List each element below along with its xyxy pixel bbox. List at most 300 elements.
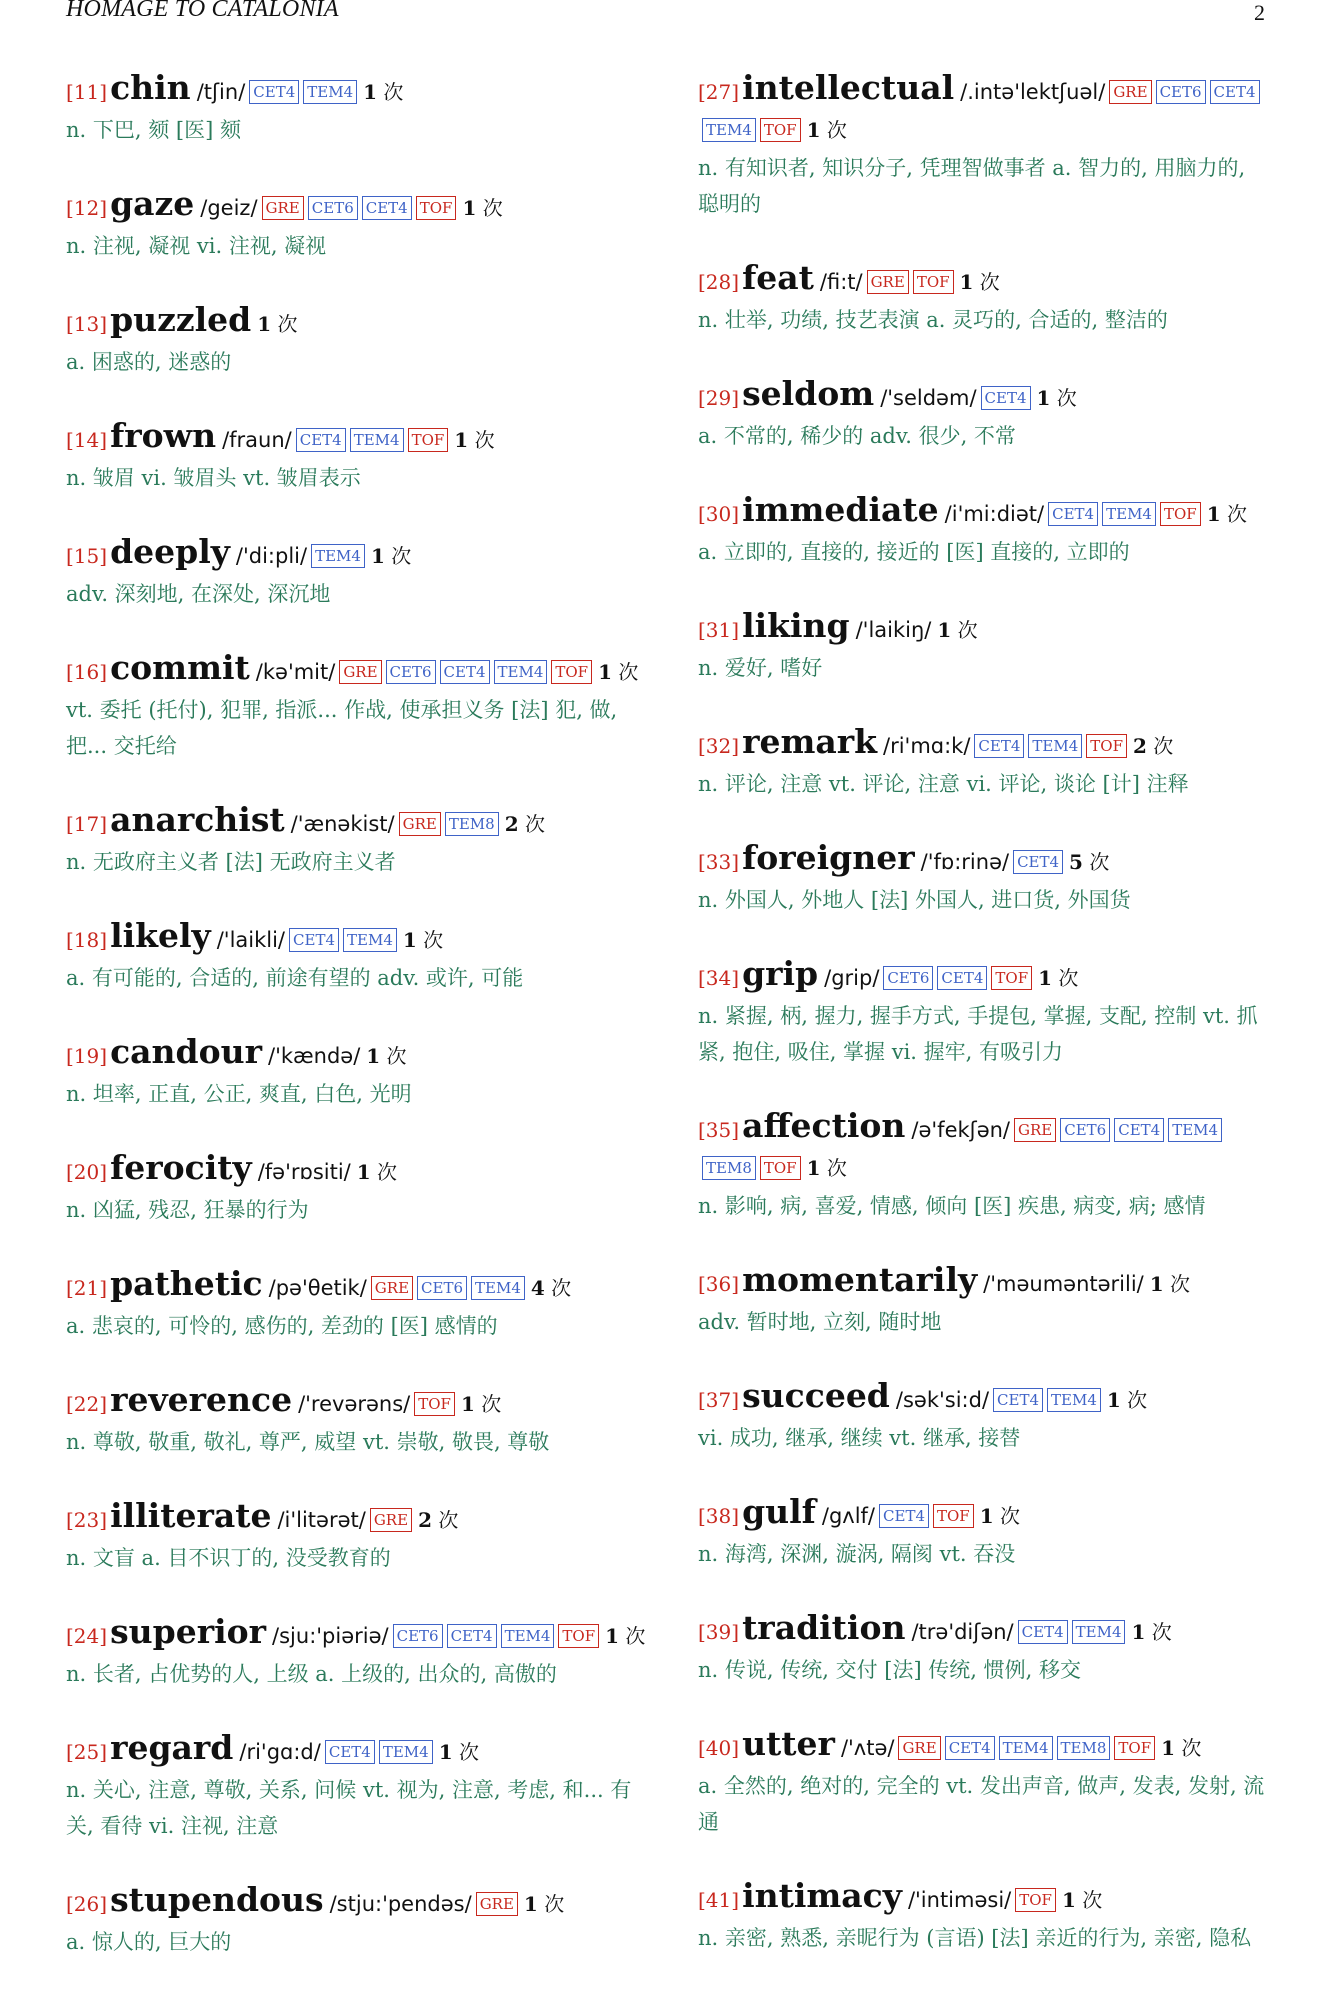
occurrence-count: 1 次 <box>1061 1888 1103 1912</box>
entry-head <box>66 918 646 960</box>
vocab-entry <box>66 802 646 880</box>
entry-head <box>698 1108 1272 1188</box>
entry-definition: a. 惊人的, 巨大的 <box>66 1930 232 1954</box>
entry-phonetic: /kə'mit/ <box>255 660 336 684</box>
entry-head <box>66 302 646 344</box>
entry-phonetic: /'laikli/ <box>216 928 286 952</box>
vocab-entry <box>698 1378 1272 1456</box>
occurrence-count: 4 次 <box>530 1276 572 1300</box>
entry-word: superior <box>110 1612 267 1651</box>
vocab-entry <box>698 1494 1272 1572</box>
entry-word: candour <box>110 1032 262 1071</box>
occurrence-count: 1 次 <box>1106 1388 1148 1412</box>
entry-word: ferocity <box>110 1148 252 1187</box>
vocab-entry <box>66 918 646 996</box>
entry-definition: a. 困惑的, 迷惑的 <box>66 350 232 374</box>
entry-index: [34] <box>698 966 740 990</box>
exam-tag-tem8: TEM8 <box>445 812 499 836</box>
occurrence-count: 1 次 <box>1036 386 1077 410</box>
entry-word: anarchist <box>110 800 285 839</box>
entry-phonetic: /'intiməsi/ <box>907 1888 1012 1912</box>
vocab-entry <box>698 840 1272 918</box>
exam-tag-cet4: CET4 <box>1013 850 1063 874</box>
entry-word: intimacy <box>742 1876 902 1915</box>
entry-phonetic: /'seldəm/ <box>880 386 977 410</box>
entry-definition: n. 亲密, 熟悉, 亲昵行为 (言语) [法] 亲近的行为, 亲密, 隐私 <box>698 1926 1252 1950</box>
count-number: 1 <box>257 312 272 336</box>
vocab-entry <box>698 1108 1272 1224</box>
exam-tag-tof: TOF <box>760 118 801 142</box>
count-number: 1 <box>438 1740 453 1764</box>
vocab-entry <box>66 1266 646 1344</box>
exam-tag-tof: TOF <box>1086 734 1127 758</box>
vocab-entry <box>66 1882 646 1960</box>
vocab-entry <box>66 418 646 496</box>
exam-tag-cet4: CET4 <box>993 1388 1043 1412</box>
exam-tag-cet4: CET4 <box>879 1504 929 1528</box>
count-number: 1 <box>937 618 952 642</box>
entry-head <box>698 1726 1272 1768</box>
entry-phonetic: /ri'gɑ:d/ <box>239 1740 321 1764</box>
entry-head <box>698 1610 1272 1652</box>
entry-phonetic: /'kændə/ <box>268 1044 361 1068</box>
exam-tag-gre: GRE <box>370 1508 412 1532</box>
entry-index: [15] <box>66 544 108 568</box>
exam-tag-gre: GRE <box>262 196 304 220</box>
exam-tag-cet4: CET4 <box>1114 1118 1164 1142</box>
occurrence-count: 5 次 <box>1069 850 1110 874</box>
vocab-entry <box>66 1382 646 1460</box>
entry-head <box>66 186 646 228</box>
vocab-entry <box>698 1262 1272 1340</box>
exam-tag-cet4: CET4 <box>1048 502 1098 526</box>
count-number: 1 <box>370 544 385 568</box>
entry-head <box>698 1262 1272 1304</box>
count-number: 1 <box>454 428 469 452</box>
entry-phonetic: /'revərəns/ <box>298 1392 411 1416</box>
entry-index: [40] <box>698 1736 740 1760</box>
entry-phonetic: /gʌlf/ <box>821 1504 876 1528</box>
entry-head <box>698 70 1272 150</box>
exam-tag-gre: GRE <box>339 660 381 684</box>
entry-phonetic: /'ʌtə/ <box>840 1736 895 1760</box>
vocab-entry <box>66 650 646 764</box>
entry-index: [19] <box>66 1044 108 1068</box>
exam-tag-tof: TOF <box>1160 502 1201 526</box>
exam-tag-gre: GRE <box>371 1276 413 1300</box>
exam-tag-tem4: TEM4 <box>999 1736 1053 1760</box>
entry-word: pathetic <box>110 1264 263 1303</box>
entry-definition: n. 皱眉 vi. 皱眉头 vt. 皱眉表示 <box>66 466 361 490</box>
count-number: 1 <box>1061 1888 1076 1912</box>
entry-definition: n. 外国人, 外地人 [法] 外国人, 进口货, 外国货 <box>698 888 1131 912</box>
entry-head <box>698 724 1272 766</box>
exam-tag-gre: GRE <box>1014 1118 1056 1142</box>
entry-phonetic: /'laikiŋ/ <box>855 618 932 642</box>
exam-tag-cet4: CET4 <box>981 386 1031 410</box>
exam-tag-tem4: TEM4 <box>471 1276 525 1300</box>
entry-head <box>66 70 646 112</box>
entry-head <box>66 534 646 576</box>
entry-word: seldom <box>742 374 875 413</box>
entry-definition: n. 影响, 病, 喜爱, 情感, 倾向 [医] 疾患, 病变, 病; 感情 <box>698 1194 1206 1218</box>
occurrence-count: 1 次 <box>1038 966 1079 990</box>
exam-tag-tof: TOF <box>913 270 954 294</box>
count-number: 1 <box>605 1624 620 1648</box>
entry-word: affection <box>742 1106 906 1145</box>
exam-tag-tof: TOF <box>991 966 1032 990</box>
entry-phonetic: /.intə'lektʃuəl/ <box>960 80 1106 104</box>
entry-head <box>698 608 1272 650</box>
count-number: 1 <box>402 928 417 952</box>
entry-word: feat <box>742 258 814 297</box>
count-number: 1 <box>1131 1620 1146 1644</box>
occurrence-count: 1 次 <box>454 428 495 452</box>
count-number: 1 <box>363 80 378 104</box>
count-number: 5 <box>1069 850 1083 874</box>
occurrence-count: 1 次 <box>605 1624 646 1648</box>
entry-definition: vi. 成功, 继承, 继续 vt. 继承, 接替 <box>698 1426 1021 1450</box>
entry-phonetic: /'məuməntərili/ <box>983 1272 1144 1296</box>
exam-tag-gre: GRE <box>1109 80 1151 104</box>
occurrence-count: 1 次 <box>356 1160 398 1184</box>
entry-word: liking <box>742 606 850 645</box>
exam-tag-cet4: CET4 <box>289 928 339 952</box>
entry-phonetic: /sju:'piəriə/ <box>272 1624 389 1648</box>
entry-index: [41] <box>698 1888 740 1912</box>
vocab-entry <box>698 608 1272 686</box>
entry-definition: vt. 委托 (托付), 犯罪, 指派... 作战, 使承担义务 [法] 犯, 做, 把... 交托给 <box>66 698 618 758</box>
entry-definition: adv. 暂时地, 立刻, 随时地 <box>698 1310 942 1334</box>
entry-phonetic: /i'litərət/ <box>277 1508 366 1532</box>
exam-tag-cet4: CET4 <box>1210 80 1260 104</box>
exam-tag-cet6: CET6 <box>417 1276 467 1300</box>
entry-word: tradition <box>742 1608 906 1647</box>
entry-word: frown <box>110 416 217 455</box>
entry-head <box>66 1614 646 1656</box>
exam-tag-tem4: TEM4 <box>494 660 548 684</box>
entry-definition: a. 立即的, 直接的, 接近的 [医] 直接的, 立即的 <box>698 540 1130 564</box>
entry-word: foreigner <box>742 838 915 877</box>
entry-head <box>698 956 1272 998</box>
exam-tag-cet4: CET4 <box>937 966 987 990</box>
exam-tag-gre: GRE <box>898 1736 940 1760</box>
entry-head <box>698 1378 1272 1420</box>
exam-tag-tof: TOF <box>414 1392 455 1416</box>
occurrence-count: 1 次 <box>959 270 1000 294</box>
entry-index: [22] <box>66 1392 108 1416</box>
exam-tag-cet4: CET4 <box>945 1736 995 1760</box>
count-number: 1 <box>460 1392 475 1416</box>
entry-phonetic: /fə'rɒsiti/ <box>257 1160 351 1184</box>
exam-tag-tem4: TEM4 <box>501 1624 555 1648</box>
occurrence-count: 1 次 <box>937 618 978 642</box>
exam-tag-gre: GRE <box>476 1892 518 1916</box>
exam-tag-cet4: CET4 <box>325 1740 375 1764</box>
count-number: 1 <box>959 270 974 294</box>
entry-head <box>698 1494 1272 1536</box>
entry-definition: a. 悲哀的, 可怜的, 感伤的, 差劲的 [医] 感情的 <box>66 1314 498 1338</box>
entry-word: reverence <box>110 1380 293 1419</box>
entry-index: [17] <box>66 812 108 836</box>
exam-tag-cet6: CET6 <box>1156 80 1206 104</box>
entry-word: succeed <box>742 1376 890 1415</box>
entry-head <box>66 1882 646 1924</box>
entry-head <box>66 1382 646 1424</box>
entry-head <box>698 260 1272 302</box>
entry-phonetic: /trə'diʃən/ <box>911 1620 1014 1644</box>
entry-phonetic: /fraun/ <box>222 428 292 452</box>
entry-definition: n. 长者, 占优势的人, 上级 a. 上级的, 出众的, 高傲的 <box>66 1662 557 1686</box>
exam-tag-cet4: CET4 <box>362 196 412 220</box>
occurrence-count: 1 次 <box>1131 1620 1172 1644</box>
occurrence-count: 1 次 <box>598 660 639 684</box>
occurrence-count: 2 次 <box>1132 734 1174 758</box>
count-number: 1 <box>1038 966 1053 990</box>
vocab-entry <box>66 1730 646 1844</box>
entry-index: [27] <box>698 80 740 104</box>
exam-tag-cet6: CET6 <box>393 1624 443 1648</box>
entry-word: utter <box>742 1724 835 1763</box>
entry-index: [14] <box>66 428 108 452</box>
exam-tag-tem4: TEM4 <box>303 80 357 104</box>
entry-phonetic: /'di:pli/ <box>235 544 308 568</box>
entry-word: intellectual <box>742 68 955 107</box>
occurrence-count: 1 次 <box>1206 502 1247 526</box>
exam-tag-cet6: CET6 <box>883 966 933 990</box>
entry-index: [29] <box>698 386 740 410</box>
right-column <box>698 70 1272 1994</box>
occurrence-count: 2 次 <box>418 1508 459 1532</box>
entry-head <box>66 650 646 692</box>
count-number: 1 <box>806 118 821 142</box>
count-number: 1 <box>979 1504 994 1528</box>
occurrence-count: 1 次 <box>370 544 412 568</box>
exam-tag-tem8: TEM8 <box>1057 1736 1111 1760</box>
vocab-entry <box>66 302 646 380</box>
entry-definition: n. 有知识者, 知识分子, 凭理智做事者 a. 智力的, 用脑力的, 聪明的 <box>698 156 1246 216</box>
occurrence-count: 1 次 <box>462 196 503 220</box>
exam-tag-cet4: CET4 <box>974 734 1024 758</box>
entry-definition: n. 下巴, 颏 [医] 颏 <box>66 118 241 142</box>
count-number: 2 <box>1132 734 1147 758</box>
count-number: 2 <box>418 1508 432 1532</box>
exam-tag-tof: TOF <box>416 196 457 220</box>
entry-index: [23] <box>66 1508 108 1532</box>
entry-definition: n. 传说, 传统, 交付 [法] 传统, 惯例, 移交 <box>698 1658 1082 1682</box>
entry-word: puzzled <box>110 300 252 339</box>
exam-tag-gre: GRE <box>399 812 441 836</box>
entry-index: [26] <box>66 1892 108 1916</box>
entry-index: [35] <box>698 1118 740 1142</box>
entry-word: gulf <box>742 1492 816 1531</box>
entry-phonetic: /ri'mɑ:k/ <box>883 734 971 758</box>
exam-tag-tem4: TEM4 <box>311 544 365 568</box>
exam-tag-tof: TOF <box>1114 1736 1155 1760</box>
entry-word: remark <box>742 722 877 761</box>
entry-definition: n. 评论, 注意 vt. 评论, 注意 vi. 评论, 谈论 [计] 注释 <box>698 772 1189 796</box>
entry-definition: a. 不常的, 稀少的 adv. 很少, 不常 <box>698 424 1016 448</box>
count-number: 1 <box>356 1160 371 1184</box>
entry-head <box>66 1266 646 1308</box>
exam-tag-cet4: CET4 <box>1018 1620 1068 1644</box>
exam-tag-tem4: TEM4 <box>1102 502 1156 526</box>
entry-index: [18] <box>66 928 108 952</box>
occurrence-count: 1 次 <box>1161 1736 1202 1760</box>
vocab-entry <box>698 492 1272 570</box>
entry-phonetic: /stju:'pendəs/ <box>329 1892 472 1916</box>
vocab-entry <box>66 1614 646 1692</box>
exam-tag-tem4: TEM4 <box>343 928 397 952</box>
entry-phonetic: /fi:t/ <box>819 270 863 294</box>
entry-head <box>698 840 1272 882</box>
entry-head <box>66 1150 646 1192</box>
entry-definition: n. 尊敬, 敬重, 敬礼, 尊严, 威望 vt. 崇敬, 敬畏, 尊敬 <box>66 1430 550 1454</box>
exam-tag-tof: TOF <box>558 1624 599 1648</box>
entry-index: [16] <box>66 660 108 684</box>
occurrence-count: 1 次 <box>806 1156 847 1180</box>
occurrence-count: 1 次 <box>366 1044 407 1068</box>
vocab-entry <box>698 1726 1272 1840</box>
count-number: 1 <box>462 196 477 220</box>
entry-phonetic: /'fɒ:rinə/ <box>920 850 1010 874</box>
entry-phonetic: /i'mi:diət/ <box>944 502 1045 526</box>
entry-index: [21] <box>66 1276 108 1300</box>
entry-phonetic: /ə'fekʃən/ <box>911 1118 1011 1142</box>
entry-head <box>66 802 646 844</box>
exam-tag-tof: TOF <box>551 660 592 684</box>
exam-tag-tem4: TEM4 <box>1028 734 1082 758</box>
exam-tag-tem4: TEM4 <box>350 428 404 452</box>
entry-index: [28] <box>698 270 740 294</box>
entry-word: momentarily <box>742 1260 978 1299</box>
exam-tag-tem4: TEM4 <box>1047 1388 1101 1412</box>
entry-definition: a. 有可能的, 合适的, 前途有望的 adv. 或许, 可能 <box>66 966 524 990</box>
count-number: 2 <box>504 812 519 836</box>
entry-word: grip <box>742 954 819 993</box>
count-number: 1 <box>1161 1736 1176 1760</box>
count-number: 1 <box>1206 502 1221 526</box>
occurrence-count: 1 次 <box>523 1892 565 1916</box>
entry-definition: n. 爱好, 嗜好 <box>698 656 823 680</box>
entry-index: [36] <box>698 1272 740 1296</box>
entry-phonetic: /sək'si:d/ <box>895 1388 990 1412</box>
exam-tag-tem4: TEM4 <box>1072 1620 1126 1644</box>
vocab-entry <box>66 1498 646 1576</box>
entry-index: [20] <box>66 1160 108 1184</box>
entry-index: [24] <box>66 1624 108 1648</box>
entry-word: illiterate <box>110 1496 272 1535</box>
vocab-entry <box>66 1150 646 1228</box>
entry-index: [25] <box>66 1740 108 1764</box>
occurrence-count: 1 次 <box>402 928 444 952</box>
entry-word: commit <box>110 648 250 687</box>
entry-word: gaze <box>110 184 195 223</box>
occurrence-count: 1 次 <box>460 1392 502 1416</box>
exam-tag-cet4: CET4 <box>447 1624 497 1648</box>
entry-phonetic: /grip/ <box>824 966 880 990</box>
entry-phonetic: /geiz/ <box>200 196 258 220</box>
entry-index: [37] <box>698 1388 740 1412</box>
occurrence-count: 1 次 <box>363 80 404 104</box>
occurrence-count: 1 次 <box>806 118 847 142</box>
exam-tag-tof: TOF <box>1015 1888 1056 1912</box>
entry-index: [30] <box>698 502 740 526</box>
exam-tag-cet6: CET6 <box>1060 1118 1110 1142</box>
entry-definition: n. 文盲 a. 目不识丁的, 没受教育的 <box>66 1546 391 1570</box>
exam-tag-tof: TOF <box>760 1156 801 1180</box>
vocab-entry <box>66 534 646 612</box>
occurrence-count: 1 次 <box>1149 1272 1191 1296</box>
entry-head <box>698 1878 1272 1920</box>
entry-phonetic: /'ænəkist/ <box>290 812 395 836</box>
exam-tag-cet4: CET4 <box>296 428 346 452</box>
vocab-entry <box>698 1610 1272 1688</box>
entry-definition: a. 全然的, 绝对的, 完全的 vt. 发出声音, 做声, 发表, 发射, 流通 <box>698 1774 1265 1834</box>
exam-tag-tof: TOF <box>933 1504 974 1528</box>
occurrence-count: 1 次 <box>438 1740 479 1764</box>
entry-word: chin <box>110 68 191 107</box>
occurrence-count: 1 次 <box>257 312 298 336</box>
entry-index: [11] <box>66 80 108 104</box>
count-number: 1 <box>1149 1272 1164 1296</box>
entry-index: [12] <box>66 196 108 220</box>
vocab-entry <box>698 956 1272 1070</box>
entry-head <box>698 492 1272 534</box>
entry-head <box>66 1498 646 1540</box>
entry-head <box>66 1730 646 1772</box>
entry-definition: n. 坦率, 正直, 公正, 爽直, 白色, 光明 <box>66 1082 412 1106</box>
exam-tag-cet6: CET6 <box>386 660 436 684</box>
entry-definition: n. 壮举, 功绩, 技艺表演 a. 灵巧的, 合适的, 整洁的 <box>698 308 1168 332</box>
count-number: 4 <box>530 1276 545 1300</box>
vocab-entry <box>698 1878 1272 1956</box>
entry-definition: n. 海湾, 深渊, 漩涡, 隔阂 vt. 吞没 <box>698 1542 1016 1566</box>
entry-index: [33] <box>698 850 740 874</box>
vocab-entry <box>66 186 646 264</box>
entry-word: stupendous <box>110 1880 324 1919</box>
entry-word: immediate <box>742 490 939 529</box>
exam-tag-cet6: CET6 <box>308 196 358 220</box>
vocab-entry <box>698 70 1272 222</box>
entry-definition: n. 紧握, 柄, 握力, 握手方式, 手提包, 掌握, 支配, 控制 vt. 抓紧, 抱住, 吸住, 掌握 vi. 握牢, 有吸引力 <box>698 1004 1258 1064</box>
entry-head <box>66 1034 646 1076</box>
entry-definition: n. 凶猛, 残忍, 狂暴的行为 <box>66 1198 309 1222</box>
entry-index: [32] <box>698 734 740 758</box>
entry-word: likely <box>110 916 211 955</box>
entry-index: [13] <box>66 312 108 336</box>
entry-definition: n. 无政府主义者 [法] 无政府主义者 <box>66 850 396 874</box>
count-number: 1 <box>806 1156 821 1180</box>
exam-tag-gre: GRE <box>867 270 909 294</box>
count-number: 1 <box>523 1892 538 1916</box>
exam-tag-tem4: TEM4 <box>702 118 756 142</box>
occurrence-count: 1 次 <box>979 1504 1020 1528</box>
vocab-entry <box>698 376 1272 454</box>
entry-word: deeply <box>110 532 230 571</box>
running-header-title: HOMAGE TO CATALONIA <box>66 0 339 22</box>
exam-tag-tem8: TEM8 <box>702 1156 756 1180</box>
vocab-entry <box>698 260 1272 338</box>
occurrence-count: 2 次 <box>504 812 545 836</box>
entry-definition: n. 注视, 凝视 vi. 注视, 凝视 <box>66 234 327 258</box>
entry-definition: adv. 深刻地, 在深处, 深沉地 <box>66 582 331 606</box>
page-number: 2 <box>1254 0 1265 25</box>
vocab-entry <box>66 70 646 148</box>
exam-tag-cet4: CET4 <box>440 660 490 684</box>
count-number: 1 <box>1036 386 1051 410</box>
exam-tag-tof: TOF <box>408 428 449 452</box>
